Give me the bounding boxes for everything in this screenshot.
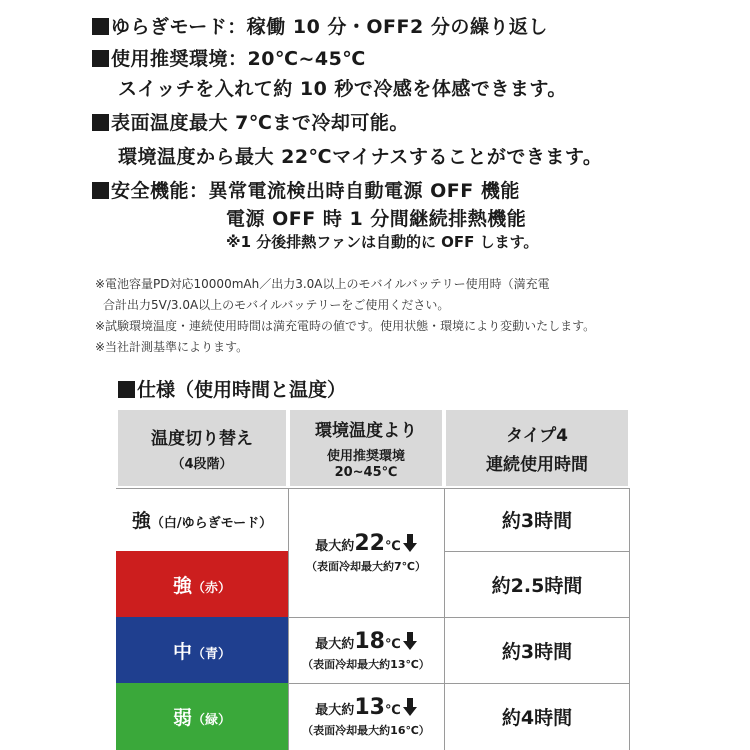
feature-yuragi-mode: ゆらぎモード：稼働 10 分・OFF2 分の繰り返し bbox=[92, 12, 548, 39]
bullet-square-icon bbox=[92, 114, 109, 131]
feature-surface-temp: 表面温度最大 7℃まで冷却可能。 bbox=[92, 108, 409, 135]
spec-table bbox=[116, 408, 630, 750]
feature-safety-detail: 電源 OFF 時 1 分間継続排熱機能 bbox=[226, 208, 527, 230]
temp-cell-22: 最大約22℃ （表面冷却最大約7℃） bbox=[306, 531, 426, 573]
grid-line bbox=[288, 683, 630, 684]
time-cell-medium-blue: 約3時間 bbox=[501, 640, 573, 663]
arrow-down-icon bbox=[403, 534, 417, 552]
feature-surface-temp-detail: 環境温度から最大 22℃マイナスすることができます。 bbox=[118, 146, 603, 168]
note-test-env: ※試験環境温度・連続使用時間は満充電時の値です。使用状態・環境により変動いたします。 bbox=[95, 319, 596, 333]
grid-line bbox=[288, 488, 289, 750]
arrow-down-icon bbox=[403, 698, 417, 716]
grid-line bbox=[116, 488, 630, 489]
feature-recommended-env-detail: スイッチを入れて約 10 秒で冷感を体感できます。 bbox=[118, 78, 567, 100]
bullet-square-icon bbox=[92, 50, 109, 67]
grid-line bbox=[444, 551, 630, 552]
time-cell-strong-red: 約2.5時間 bbox=[491, 574, 583, 597]
time-cell-strong-white: 約3時間 bbox=[501, 510, 573, 532]
header-continuous-time: タイプ4 連続使用時間 bbox=[444, 408, 630, 488]
grid-line bbox=[444, 488, 445, 750]
note-battery-cont: 合計出力5V/3.0A以上のモバイルバッテリーをご使用ください。 bbox=[103, 298, 450, 312]
header-temp-switch: 温度切り替え （4段階） bbox=[116, 408, 288, 488]
arrow-down-icon bbox=[403, 632, 417, 650]
feature-recommended-env: 使用推奨環境：20℃~45℃ bbox=[92, 44, 366, 71]
bullet-square-icon bbox=[92, 18, 109, 35]
bullet-square-icon bbox=[118, 381, 135, 398]
note-battery: ※電池容量PD対応10000mAh／出力3.0A以上のモバイルバッテリー使用時（満充電 bbox=[95, 277, 550, 291]
temp-cell-18: 最大約18℃ （表面冷却最大約13℃） bbox=[302, 628, 430, 671]
feature-safety: 安全機能：異常電流検出時自動電源 OFF 機能 bbox=[92, 176, 520, 203]
grid-line bbox=[288, 617, 630, 618]
note-measurement: ※当社計測基準によります。 bbox=[95, 340, 249, 354]
time-cell-weak-green: 約4時間 bbox=[501, 707, 573, 729]
row-mode-strong-white: 強（白/ゆらぎモード） bbox=[116, 488, 288, 551]
header-env-temp: 環境温度より 使用推奨環境 20~45℃ bbox=[288, 408, 444, 488]
row-mode-strong-red: 強（赤） bbox=[116, 551, 288, 617]
temp-cell-13: 最大約13℃ （表面冷却最大約16℃） bbox=[302, 695, 430, 737]
row-mode-medium-blue: 中（青） bbox=[116, 617, 288, 683]
row-mode-weak-green: 弱（緑） bbox=[116, 683, 288, 750]
bullet-square-icon bbox=[92, 182, 109, 199]
grid-line bbox=[629, 488, 630, 750]
feature-safety-note: ※1 分後排熱ファンは自動的に OFF します。 bbox=[226, 233, 539, 251]
spec-title: 仕様（使用時間と温度） bbox=[118, 375, 346, 402]
